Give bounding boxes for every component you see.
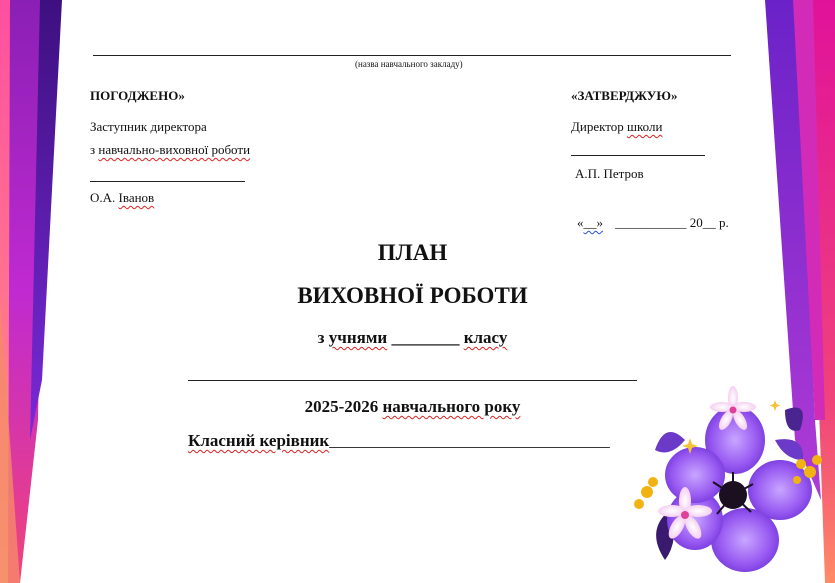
class-teacher-blank: _________________________________ [329, 431, 610, 450]
class-teacher-label: Класний керівник [188, 431, 330, 450]
deputy-role-line2-marked: навчально-виховної роботи [98, 142, 251, 157]
deputy-signature-line [90, 181, 245, 182]
agreed-heading: ПОГОДЖЕНО» [90, 88, 185, 103]
school-year-prefix: 2025-2026 [304, 397, 383, 416]
plan-class-prefix: з [317, 328, 329, 347]
plan-class-line [0, 328, 825, 348]
director-role [571, 119, 662, 135]
director-name: А.П. Петров [575, 166, 644, 181]
approval-date [577, 215, 729, 231]
approval-date-marked: __» [583, 215, 603, 230]
deputy-name-marked: Іванов [118, 190, 155, 205]
plan-title: ПЛАН [377, 240, 448, 265]
institution-name-line [93, 55, 731, 56]
director-role-prefix: Директор [571, 119, 627, 134]
director-signature-line [571, 155, 705, 156]
deputy-role-line1: Заступник директора [90, 119, 207, 134]
plan-class-marked1: учнями [328, 328, 388, 347]
deputy-name [90, 190, 154, 206]
approval-date-open: « [577, 215, 584, 230]
school-name-line [188, 380, 637, 381]
director-role-marked: школи [627, 119, 663, 134]
deputy-role-line2-prefix: з [90, 142, 99, 157]
approve-heading: «ЗАТВЕРДЖУЮ» [571, 88, 678, 103]
plan-class-mid: ________ [387, 328, 464, 347]
institution-caption: (назва навчального закладу) [355, 59, 463, 69]
flower-decoration-icon [625, 380, 825, 583]
approval-date-rest: ___________ 20__ р. [615, 215, 729, 230]
plan-class-marked2: класу [463, 328, 508, 347]
deputy-name-prefix: О.А. [90, 190, 119, 205]
class-teacher-line [188, 431, 610, 451]
school-year-marked: навчального року [382, 397, 521, 416]
plan-subtitle: ВИХОВНОЇ РОБОТИ [297, 283, 528, 308]
deputy-role-line2 [90, 142, 250, 158]
